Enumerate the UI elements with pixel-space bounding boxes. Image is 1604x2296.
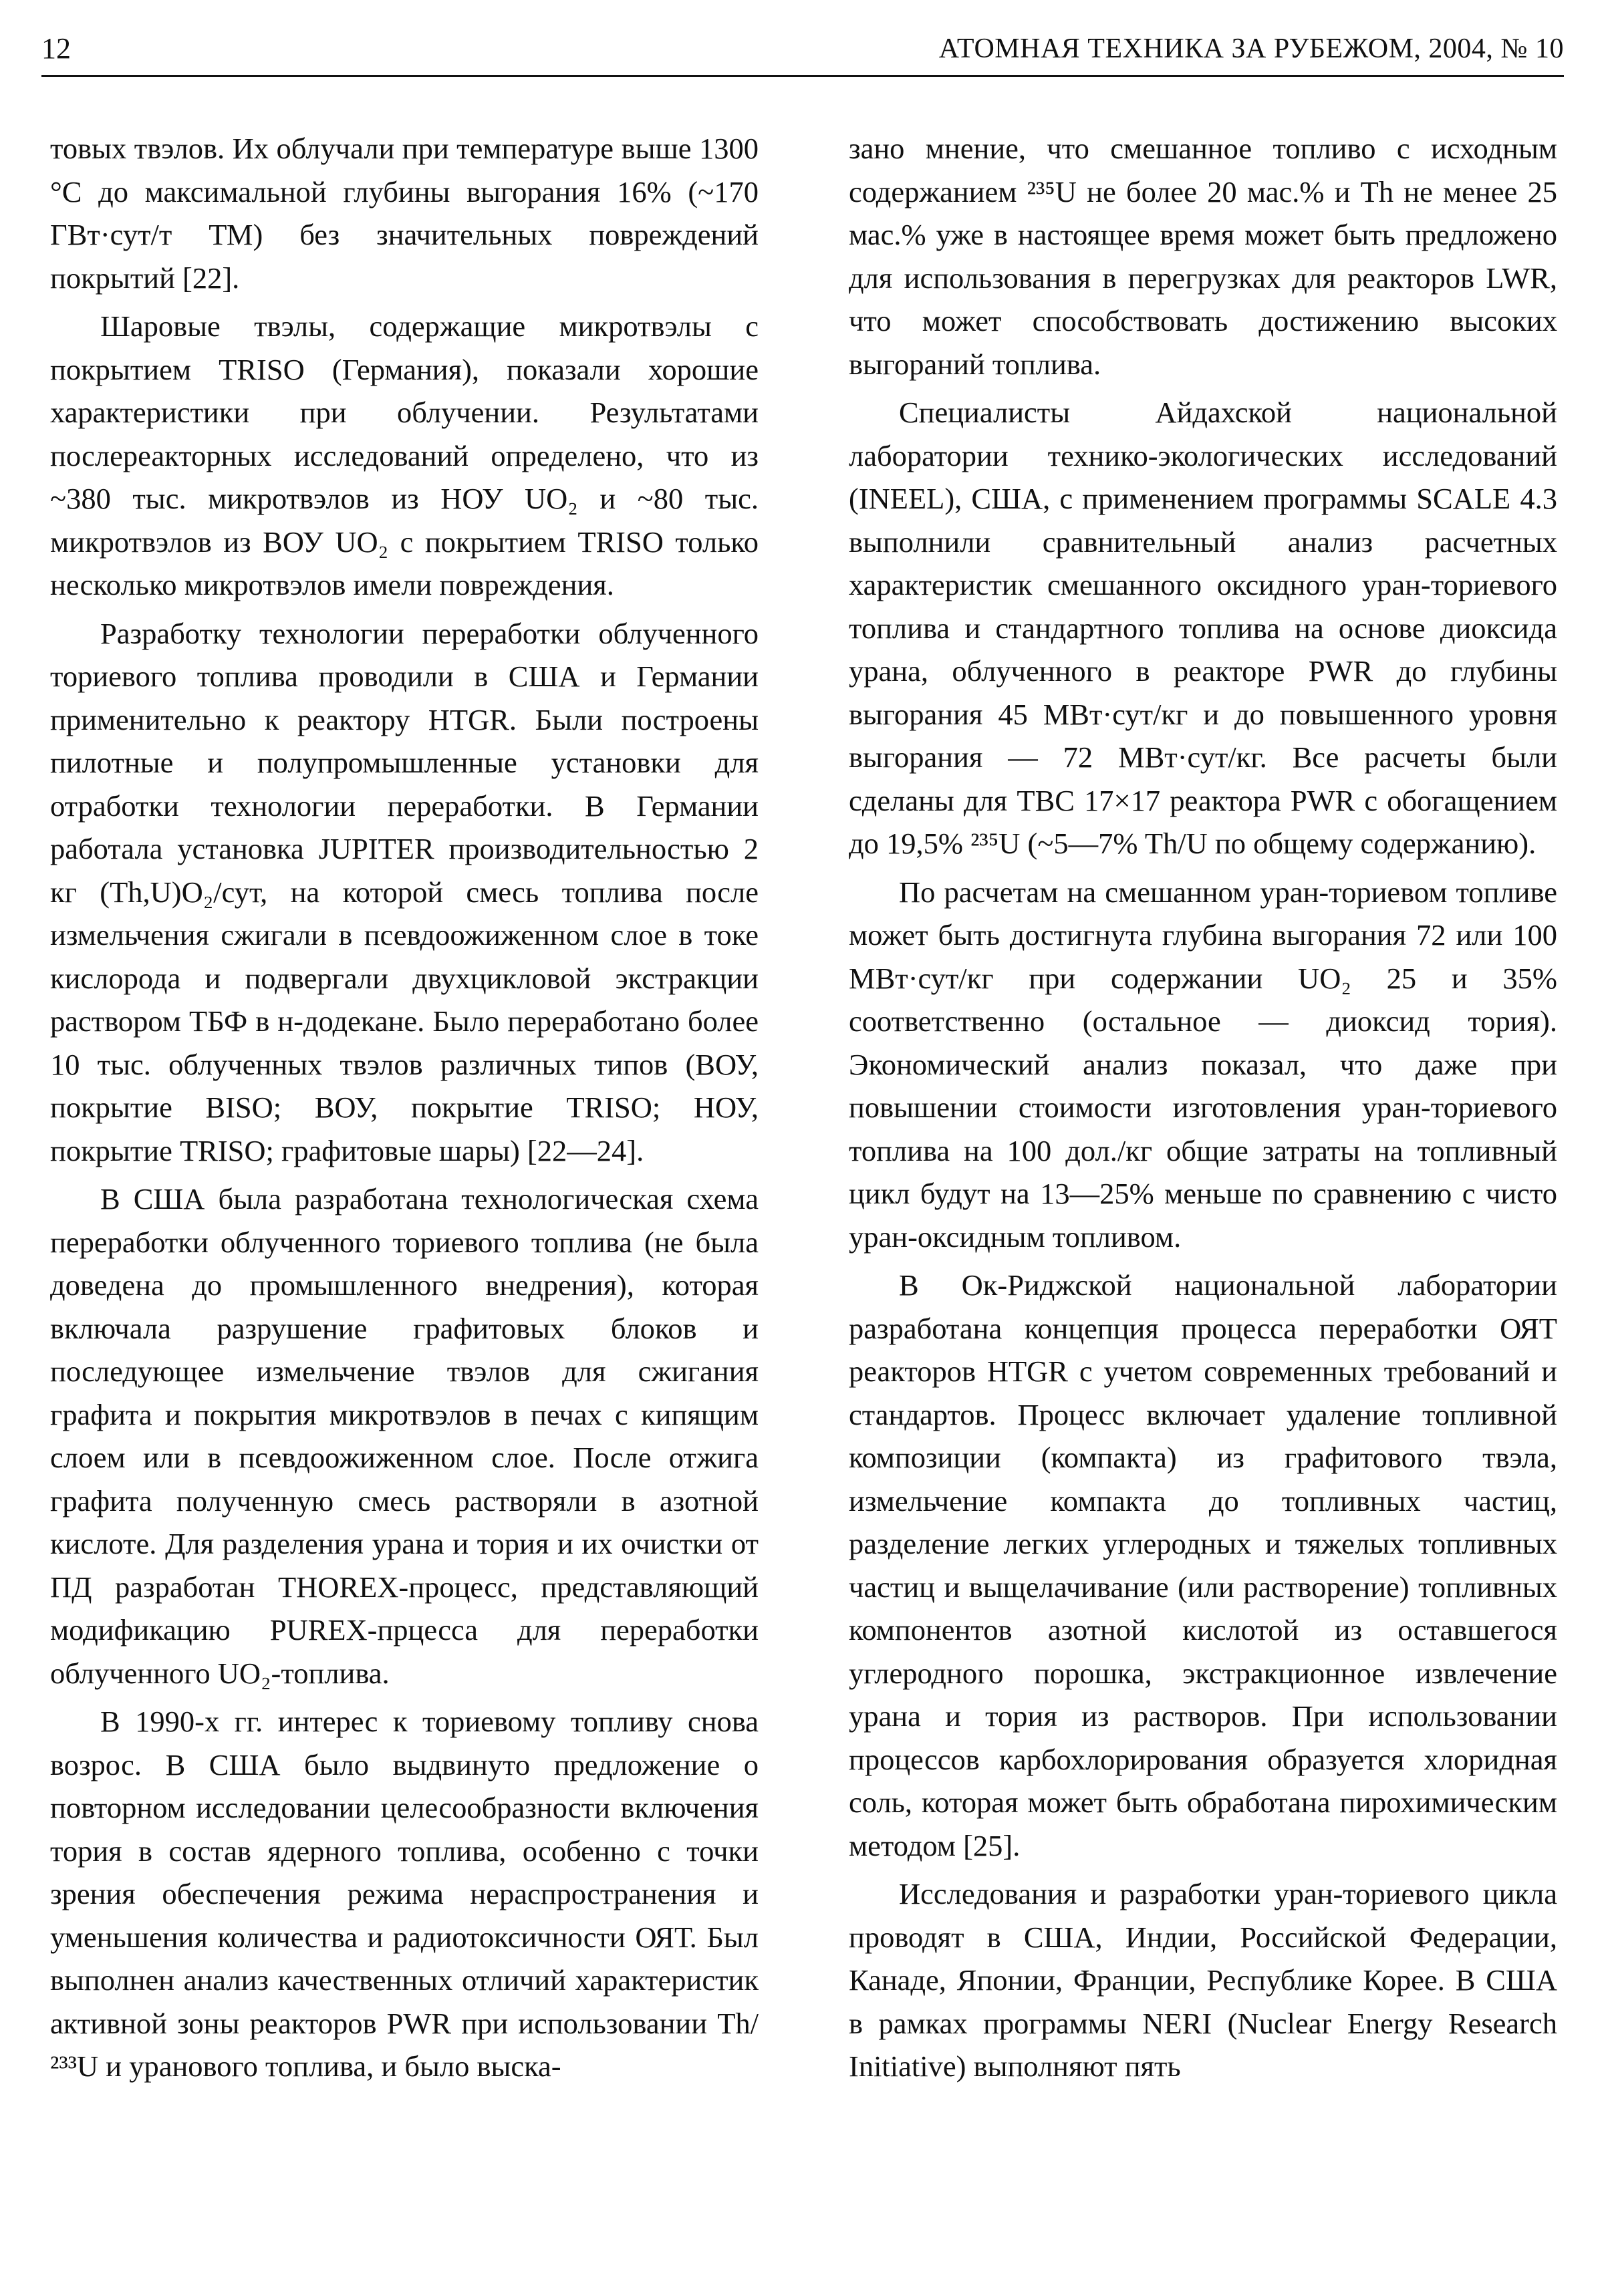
journal-title: АТОМНАЯ ТЕХНИКА ЗА РУБЕЖОМ, 2004, № 10 (938, 33, 1564, 64)
paragraph: В США была разработана технологическая схема переработки облученного ториевого топлива (не была доведена до промышленного внедрения), которая включала разрушение графитовых блоков и последующее измельчение твэлов для сжигания графита и покрытия микротвэлов в печах с кипящим слоем или в псевдоожиженном слое. После отжига графита полученную смесь растворяли в азотной кислоте. Для разделения урана и тория и их очистки от ПД разработан THOREX-процесс, представляющий модификацию PUREX-прцесса для переработки облученного UO₂-топлива. (50, 1182, 759, 1690)
paragraph: В 1990-х гг. интерес к ториевому топливу снова возрос. В США было выдвинуто предложение о повторном исследовании целесообразности включения тория в состав ядерного топлива, особенно с точки зрения обеспечения режима нераспространения и уменьшения количества и радиотоксичности ОЯТ. Был выполнен анализ качественных отличий характеристик активной зоны реакторов PWR при использовании Th/²³³U и уранового топлива, и было выска- (50, 1705, 759, 2083)
page-number: 12 (41, 32, 71, 65)
right-column (849, 127, 1557, 2265)
paragraph: Исследования и разработки уран-ториевого цикла проводят в США, Индии, Российской Федерации, Канаде, Японии, Франции, Республике Корее. В США в рамках программы NERI (Nuclear Energy Research Initiative) выполняют пять (849, 1877, 1557, 2083)
paragraph: В Ок-Риджской национальной лаборатории разработана концепция процесса переработки ОЯТ реакторов HTGR с учетом современных требований и стандартов. Процесс включает удаление топливной композиции (компакта) из графитового твэла, измельчение компакта до топливных частиц, разделение легких углеродных и тяжелых топливных частиц и выщелачивание (или растворение) топливных компонентов азотной кислотой из оставшегося углеродного порошка, экстракционное извлечение урана и тория из растворов. При использовании процессов карбохлорирования образуется хлоридная соль, которая может быть обработана пирохимическим методом [25]. (849, 1268, 1557, 1862)
paragraph: Специалисты Айдахской национальной лаборатории технико-экологических исследований (INEEL), США, с применением программы SCALE 4.3 выполнили сравнительный анализ расчетных характеристик смешанного оксидного уран-ториевого топлива и стандартного топлива на основе диоксида урана, облученного в реакторе PWR до глубины выгорания 45 МВт·сут/кг и до повышенного уровня выгорания — 72 МВт·сут/кг. Все расчеты были сделаны для ТВС 17×17 реактора PWR с обогащением до 19,5% ²³⁵U (~5—7% Th/U по общему содержанию). (849, 396, 1557, 860)
paragraph: По расчетам на смешанном уран-ториевом топливе может быть достигнута глубина выгорания 72 или 100 МВт·сут/кг при содержании UO₂ 25 и 35% соответственно (остальное — диоксид тория). Экономический анализ показал, что даже при повышении стоимости изготовления уран-ториевого топлива на 100 дол./кг общие затраты на топливный цикл будут на 13—25% меньше по сравнению с чисто уран-оксидным топливом. (849, 875, 1557, 1254)
paragraph: Разработку технологии переработки облученного ториевого топлива проводили в США и Германии применительно к реактору HTGR. Были построены пилотные и полупромышленные установки для отработки технологии переработки. В Германии работала установка JUPITER производительностью 2 кг (Th,U)O₂/сут, на которой смесь топлива после измельчения сжигали в псевдоожиженном слое в токе кислорода и подвергали двухцикловой экстракции раствором ТБФ в н-додекане. Было переработано более 10 тыс. облученных твэлов различных типов (ВОУ, покрытие BISO; ВОУ, покрытие TRISO; НОУ, покрытие TRISO; графитовые шары) [22—24]. (50, 616, 759, 1167)
paragraph: товых твэлов. Их облучали при температуре выше 1300 °С до максимальной глубины выгорания 16% (~170 ГВт·сут/т ТМ) без значительных повреждений покрытий [22]. (50, 132, 759, 295)
paragraph: Шаровые твэлы, содержащие микротвэлы с покрытием TRISO (Германия), показали хорошие характеристики при облучении. Результатами послереакторных исследований определено, что из ~380 тыс. микротвэлов из НОУ UO₂ и ~80 тыс. микротвэлов из ВОУ UO₂ с покрытием TRISO только несколько микротвэлов имели повреждения. (50, 309, 759, 601)
running-header (41, 28, 1564, 77)
paragraph: зано мнение, что смешанное топливо с исходным содержанием ²³⁵U не более 20 мас.% и Th не менее 25 мас.% уже в настоящее время может быть предложено для использования в перегрузках для реакторов LWR, что может способствовать достижению высоких выгораний топлива. (849, 132, 1557, 381)
left-column (50, 127, 759, 2265)
